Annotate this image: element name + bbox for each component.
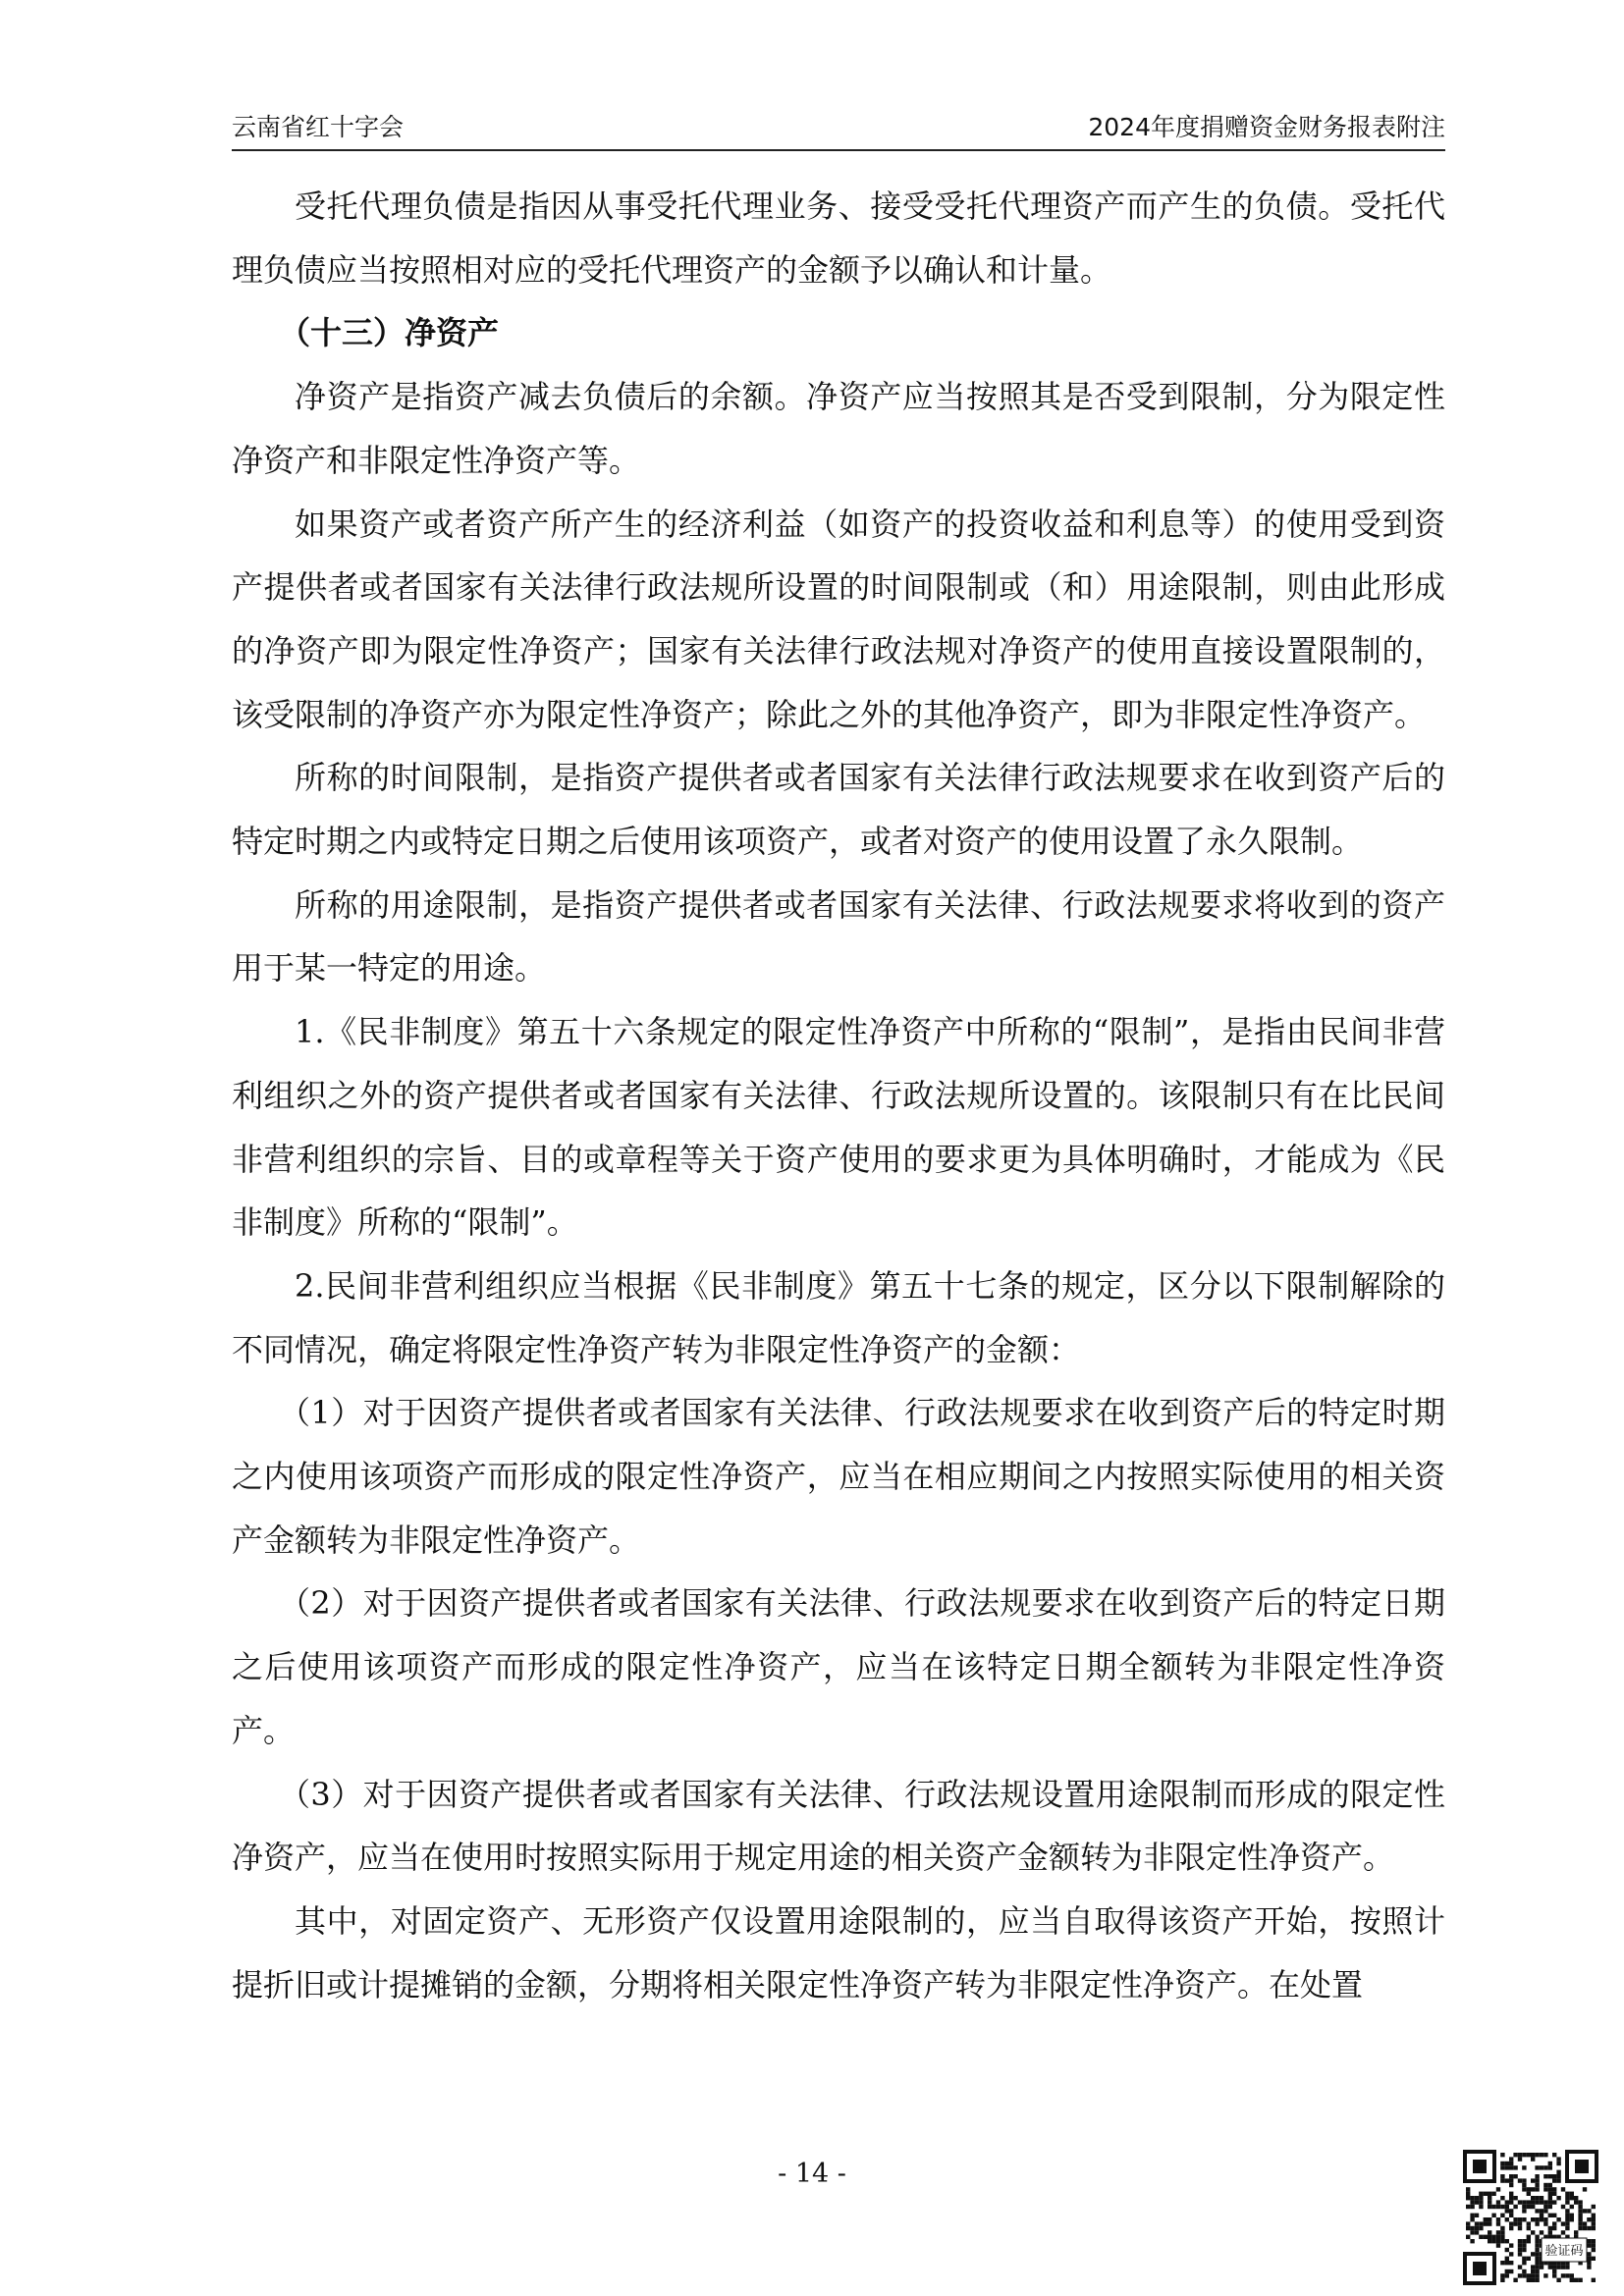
header-organization: 云南省红十字会: [232, 113, 405, 141]
paragraph-item-1: 1.《民非制度》第五十六条规定的限定性净资产中所称的“限制”，是指由民间非营利组织之外的资产提供者或者国家有关法律、行政法规所设置的。该限制只有在比民间非营利组织的宗旨、目的或章程等关于资产使用的要求更为具体明确时，才能成为《民非制度》所称的“限制”。: [232, 1013, 1445, 1242]
paragraph-purpose-restriction: 所称的用途限制，是指资产提供者或者国家有关法律、行政法规要求将收到的资产用于某一特定的用途。: [232, 885, 1445, 988]
paragraph-item-2: 2.民间非营利组织应当根据《民非制度》第五十七条的规定，区分以下限制解除的不同情况，确定将限定性净资产转为非限定性净资产的金额：: [232, 1266, 1445, 1368]
paragraph-subitem-3: （3）对于因资产提供者或者国家有关法律、行政法规设置用途限制而形成的限定性净资产，应当在使用时按照实际用于规定用途的相关资产金额转为非限定性净资产。: [232, 1775, 1445, 1877]
paragraph-restricted-net-assets: 如果资产或者资产所产生的经济利益（如资产的投资收益和利息等）的使用受到资产提供者或者国家有关法律行政法规所设置的时间限制或（和）用途限制，则由此形成的净资产即为限定性净资产；国家有关法律行政法规对净资产的使用直接设置限制的，该受限制的净资产亦为限定性净资产；除此之外的其他净资产，即为非限定性净资产。: [232, 505, 1445, 733]
header-document-title: 2024年度捐赠资金财务报表附注: [1088, 113, 1445, 141]
page-header: [232, 110, 1445, 151]
paragraph-subitem-2: （2）对于因资产提供者或者国家有关法律、行政法规要求在收到资产后的特定日期之后使用该项资产而形成的限定性净资产，应当在该特定日期全额转为非限定性净资产。: [232, 1584, 1445, 1749]
page-number: - 14 -: [778, 2159, 846, 2189]
paragraph-fixed-assets: 其中，对固定资产、无形资产仅设置用途限制的，应当自取得该资产开始，按照计提折旧或计提摊销的金额，分期将相关限定性净资产转为非限定性净资产。在处置: [232, 1901, 1445, 2003]
section-heading-net-assets: （十三）净资产: [279, 314, 500, 352]
paragraph-net-assets-definition: 净资产是指资产减去负债后的余额。净资产应当按照其是否受到限制，分为限定性净资产和非限定性净资产等。: [232, 378, 1445, 479]
paragraph-subitem-1: （1）对于因资产提供者或者国家有关法律、行政法规要求在收到资产后的特定时期之内使用该项资产而形成的限定性净资产，应当在相应期间之内按照实际使用的相关资产金额转为非限定性净资产。: [232, 1394, 1445, 1559]
qr-caption: 验证码: [1544, 2244, 1584, 2259]
paragraph-time-restriction: 所称的时间限制，是指资产提供者或者国家有关法律行政法规要求在收到资产后的特定时期之内或特定日期之后使用该项资产，或者对资产的使用设置了永久限制。: [232, 759, 1445, 861]
paragraph-entrusted-liabilities: 受托代理负债是指因从事受托代理业务、接受受托代理资产而产生的负债。受托代理负债应当按照相对应的受托代理资产的金额予以确认和计量。: [232, 187, 1445, 289]
verification-qr-code: [1461, 2148, 1600, 2287]
document-body: [232, 175, 1445, 2016]
